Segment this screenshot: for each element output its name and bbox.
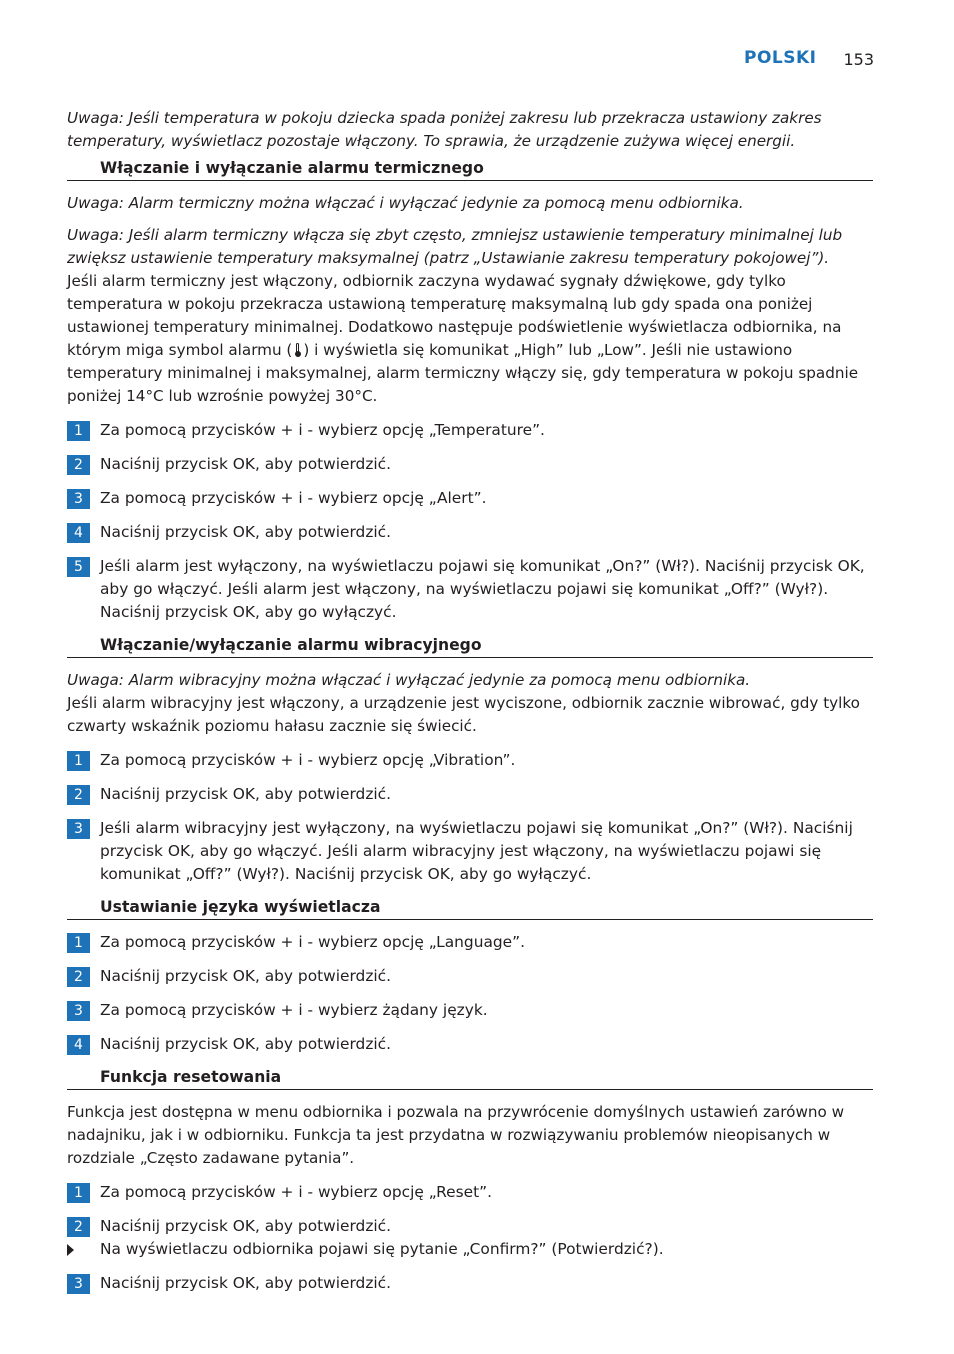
step-item: [67, 817, 873, 886]
step-item: [67, 419, 873, 442]
step-text: Za pomocą przycisków + i - wybierz żądany język.: [100, 1001, 488, 1019]
section-heading-reset-function: Funkcja resetowania: [67, 1066, 873, 1090]
step-number: 3: [67, 819, 90, 839]
section-heading-vibration-alarm: Włączanie/wyłączanie alarmu wibracyjnego: [67, 634, 873, 658]
step-item: [67, 521, 873, 544]
step-item: [67, 1181, 873, 1204]
thermometer-alarm-icon: [294, 343, 301, 357]
step-item: [67, 1272, 873, 1295]
step-text: Za pomocą przycisków + i - wybierz opcję „Alert”.: [100, 489, 487, 507]
paragraph-vibration-alarm: Jeśli alarm wibracyjny jest włączony, a urządzenie jest wyciszone, odbiornik zacznie wibrować, gdy tylko czwarty wskaźnik poziomu hałasu zacznie się świecić.: [67, 694, 860, 735]
step-item: [67, 965, 873, 988]
note-vibration-menu: Uwaga: Alarm wibracyjny można włączać i wyłączać jedynie za pomocą menu odbiornika.: [67, 671, 751, 689]
bullet-item: [67, 1238, 873, 1261]
note-thermal-frequency: Uwaga: Jeśli alarm termiczny włącza się zbyt często, zmniejsz ustawienie temperatury minimalnej lub zwiększ ustawienie temperatury maksymalnej (patrz „Ustawianie zakresu temperatury pokojowej”).: [67, 226, 843, 267]
step-number: 1: [67, 1183, 90, 1203]
step-item: [67, 999, 873, 1022]
bullet-text: Na wyświetlaczu odbiornika pojawi się pytanie „Confirm?” (Potwierdzić?).: [100, 1240, 664, 1258]
step-number: 1: [67, 421, 90, 441]
page-content: [67, 107, 873, 1295]
step-item: [67, 749, 873, 772]
step-text: Za pomocą przycisków + i - wybierz opcję „Vibration”.: [100, 751, 516, 769]
step-item: [67, 487, 873, 510]
step-item: [67, 931, 873, 954]
step-text: Naciśnij przycisk OK, aby potwierdzić.: [100, 455, 392, 473]
step-text: Naciśnij przycisk OK, aby potwierdzić.: [100, 785, 392, 803]
step-number: 2: [67, 455, 90, 475]
step-number: 2: [67, 1217, 90, 1237]
page-header: [744, 48, 874, 74]
step-number: 3: [67, 1001, 90, 1021]
step-number: 4: [67, 1035, 90, 1055]
step-number: 4: [67, 523, 90, 543]
step-text: Naciśnij przycisk OK, aby potwierdzić.: [100, 1274, 392, 1292]
step-item: [67, 783, 873, 806]
intro-note: Uwaga: Jeśli temperatura w pokoju dziecka spada poniżej zakresu lub przekracza ustawiony zakres temperatury, wyświetlacz pozostaje włączony. To sprawia, że urządzenie zużywa więcej energii.: [67, 109, 822, 150]
step-number: 5: [67, 557, 90, 577]
paragraph-reset-function: Funkcja jest dostępna w menu odbiornika i pozwala na przywrócenie domyślnych ustawień zarówno w nadajniku, jak i w odbiorniku. Funkcja ta jest przydatna w rozwiązywaniu problemów nieopisanych w rozdziale „Często zadawane pytania”.: [67, 1103, 845, 1167]
step-number: 2: [67, 967, 90, 987]
step-text: Naciśnij przycisk OK, aby potwierdzić.: [100, 523, 392, 541]
step-text: Za pomocą przycisków + i - wybierz opcję „Language”.: [100, 933, 525, 951]
paragraph-thermal-alarm: Jeśli alarm termiczny jest włączony, odbiornik zaczyna wydawać sygnały dźwiękowe, gdy tylko temperatura w pokoju przekracza ustawioną temperaturę maksymalną lub gdy spada ona poniżej ustawionej temperatury minimalnej. Dodatkowo następuje podświetlenie wyświetlacza odbiornika, na którym miga symbol alarmu ( ) i wyświetla się komunikat „High” lub „Low”. Jeśli nie ustawiono temperatury minimalnej i maksymalnej, alarm termiczny włączy się, gdy temperatura w pokoju spadnie poniżej 14°C lub wzrośnie powyżej 30°C.: [67, 272, 859, 405]
step-text: Jeśli alarm jest wyłączony, na wyświetlaczu pojawi się komunikat „On?” (Wł?). Naciśnij przycisk OK, aby go włączyć. Jeśli alarm jest włączony, na wyświetlaczu pojawi się komunikat „Off?” (Wył?). Naciśnij przycisk OK, aby go wyłączyć.: [100, 557, 865, 621]
bullet-arrow-icon: [67, 1244, 74, 1256]
language-label: POLSKI: [744, 48, 817, 68]
step-text: Naciśnij przycisk OK, aby potwierdzić.: [100, 1217, 392, 1235]
step-number: 2: [67, 785, 90, 805]
step-item: [67, 453, 873, 476]
step-number: 3: [67, 1274, 90, 1294]
step-number: 3: [67, 489, 90, 509]
step-item: [67, 1215, 873, 1238]
note-thermal-menu: Uwaga: Alarm termiczny można włączać i wyłączać jedynie za pomocą menu odbiornika.: [67, 194, 744, 212]
page-number: 153: [843, 50, 874, 69]
step-number: 1: [67, 751, 90, 771]
step-text: Za pomocą przycisków + i - wybierz opcję „Reset”.: [100, 1183, 493, 1201]
step-number: 1: [67, 933, 90, 953]
section-heading-thermal-alarm: Włączanie i wyłączanie alarmu termicznego: [67, 157, 873, 181]
step-text: Naciśnij przycisk OK, aby potwierdzić.: [100, 967, 392, 985]
step-text: Naciśnij przycisk OK, aby potwierdzić.: [100, 1035, 392, 1053]
section-heading-display-language: Ustawianie języka wyświetlacza: [67, 896, 873, 920]
step-item: [67, 555, 873, 624]
step-text: Za pomocą przycisków + i - wybierz opcję „Temperature”.: [100, 421, 545, 439]
step-item: [67, 1033, 873, 1056]
step-text: Jeśli alarm wibracyjny jest wyłączony, na wyświetlaczu pojawi się komunikat „On?” (Wł?). Naciśnij przycisk OK, aby go włączyć. Jeśli alarm wibracyjny jest włączony, na wyświetlaczu pojawi się komunikat „Off?” (Wył?). Naciśnij przycisk OK, aby go wyłączyć.: [100, 819, 853, 883]
